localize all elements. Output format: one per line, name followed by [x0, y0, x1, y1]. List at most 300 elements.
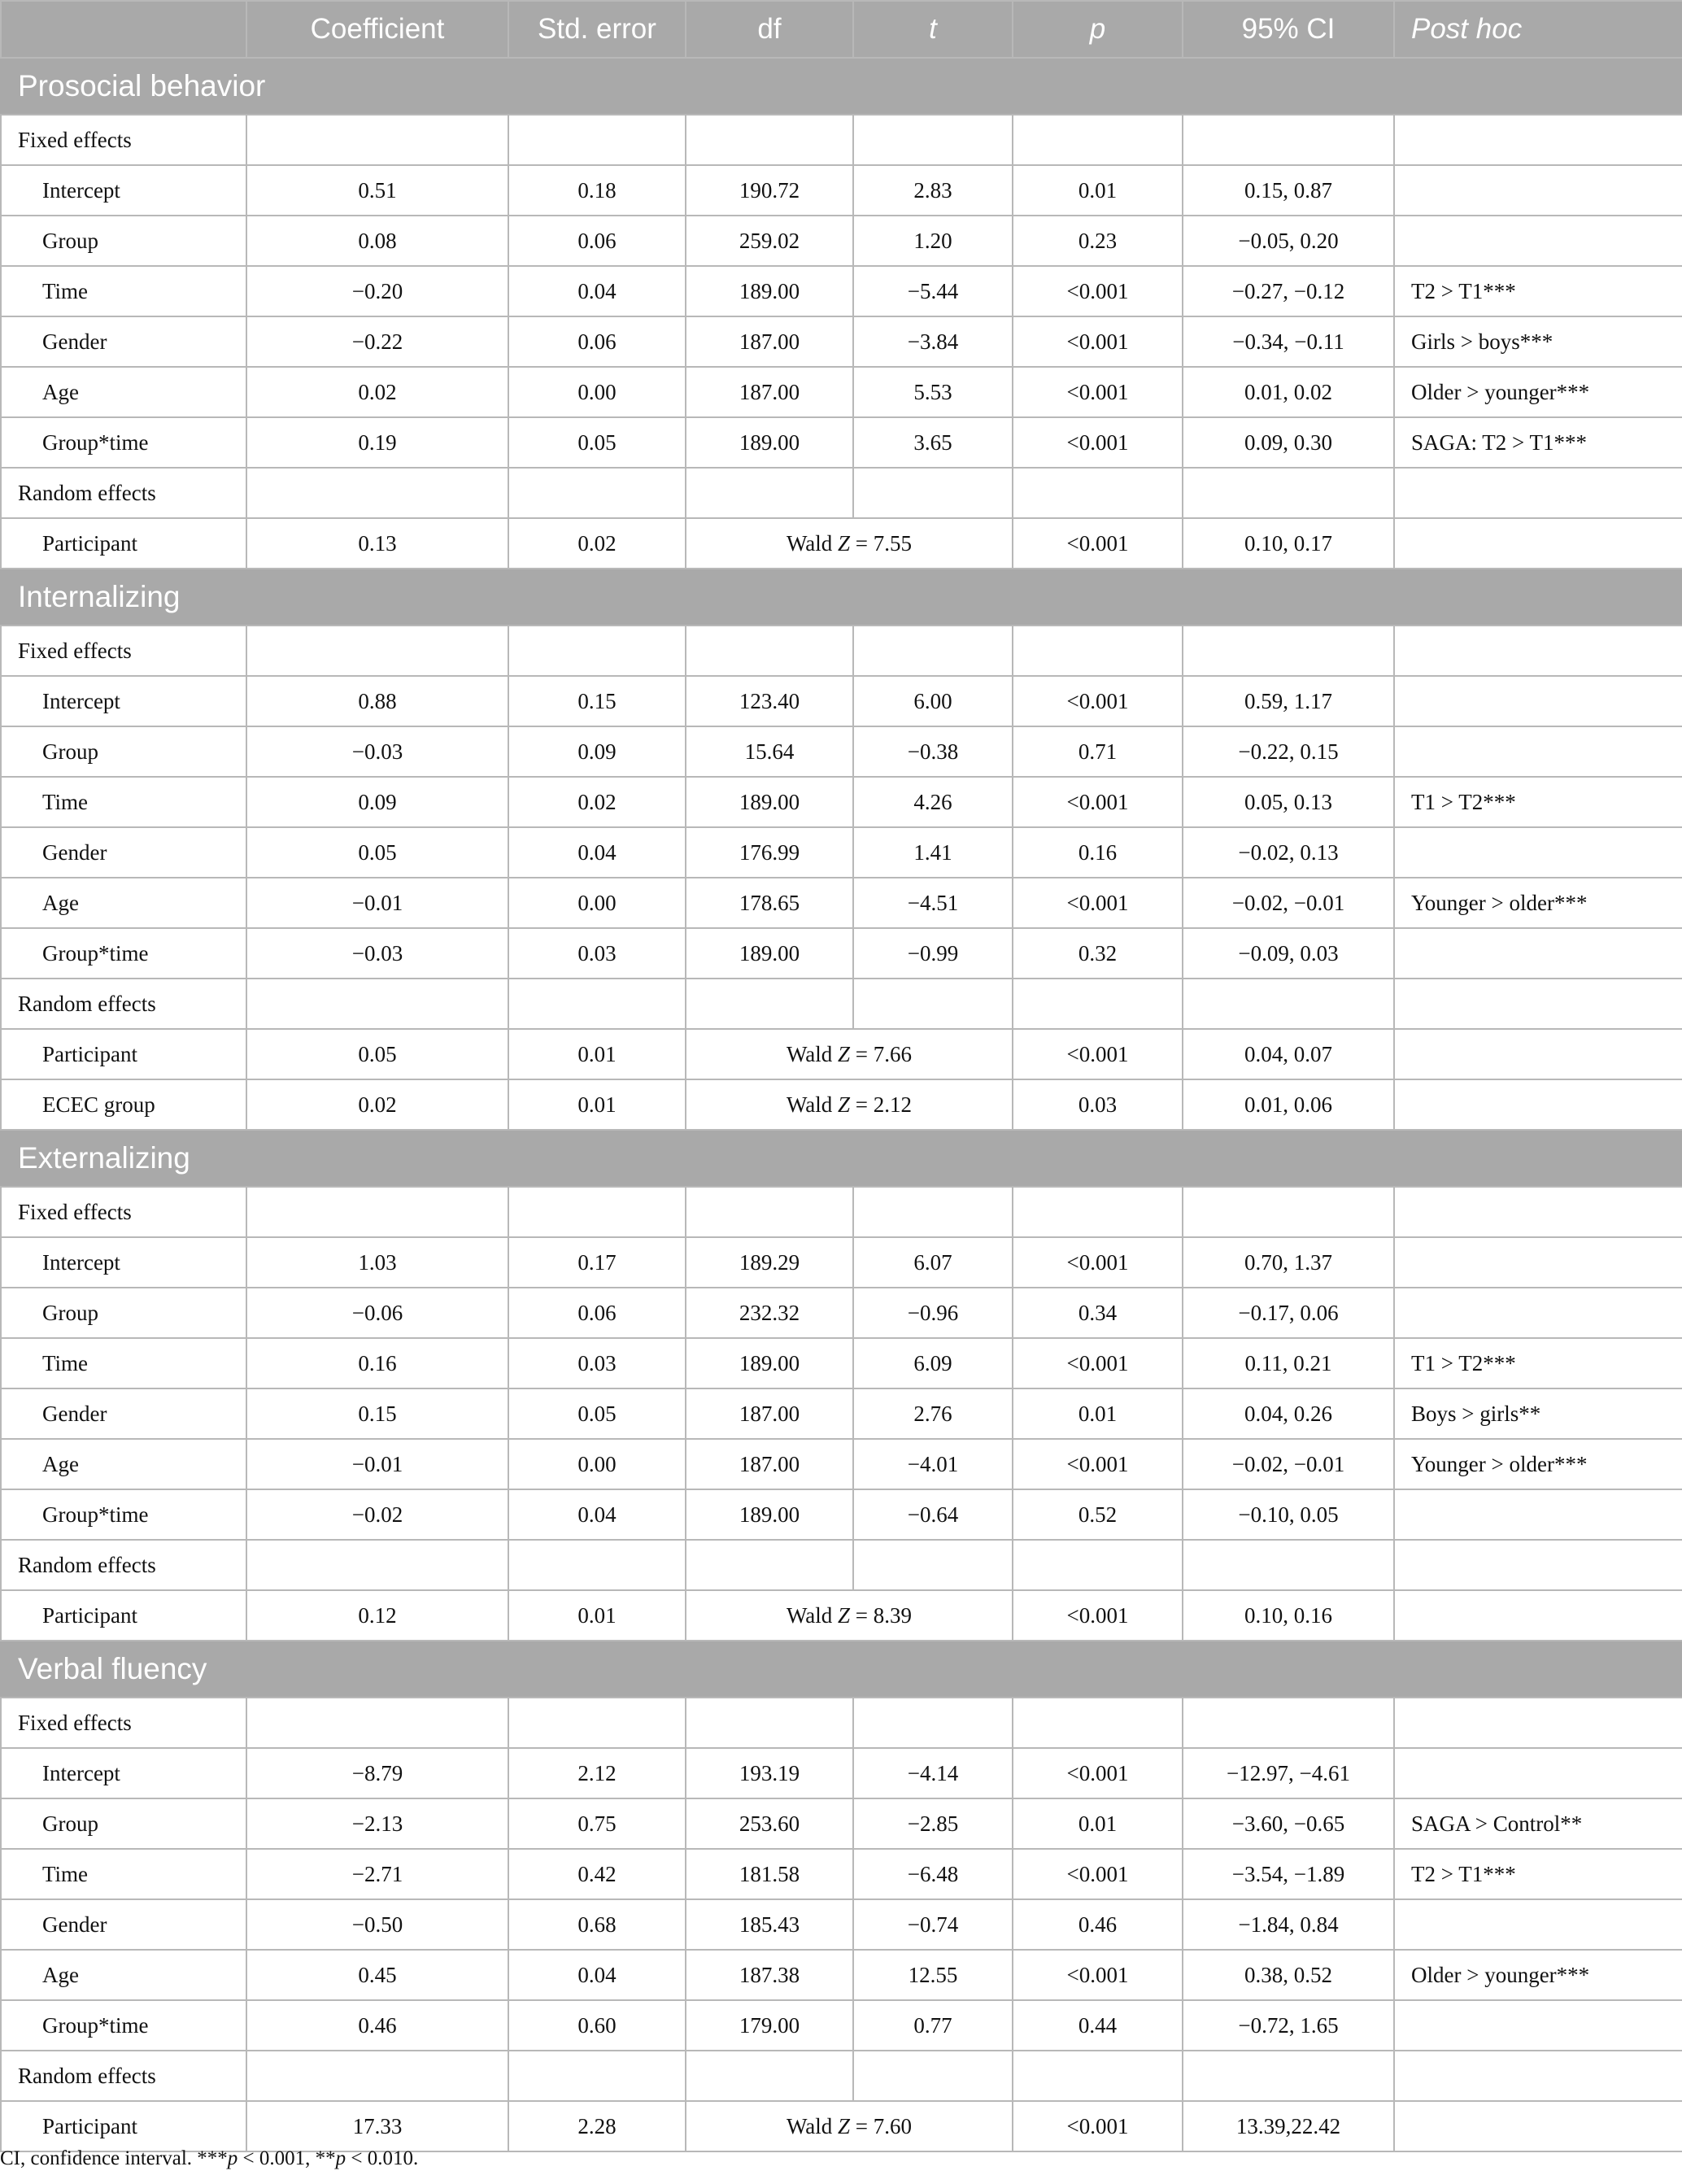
group-row	[1, 2051, 1682, 2101]
table-row	[1, 367, 1682, 417]
p-cell: <0.001	[1013, 266, 1183, 316]
table-row	[1, 1950, 1682, 2000]
empty-cell	[1183, 1187, 1394, 1237]
t-cell: 6.00	[853, 676, 1013, 726]
wald-cell	[686, 1079, 1013, 1130]
header-row	[1, 1, 1682, 58]
df-cell: 232.32	[686, 1288, 853, 1338]
ci-cell: 0.10, 0.16	[1183, 1590, 1394, 1641]
empty-cell	[1394, 115, 1682, 165]
t-cell: −0.96	[853, 1288, 1013, 1338]
std-error-cell: 0.17	[508, 1237, 686, 1288]
std-error-cell: 0.04	[508, 1489, 686, 1540]
df-cell: 187.38	[686, 1950, 853, 2000]
ci-cell: −0.17, 0.06	[1183, 1288, 1394, 1338]
p-cell: 0.44	[1013, 2000, 1183, 2051]
coefficient-cell: 0.15	[246, 1388, 508, 1439]
empty-cell	[508, 1698, 686, 1748]
df-cell: 189.00	[686, 417, 853, 468]
empty-cell	[1394, 626, 1682, 676]
section-title: Verbal fluency	[1, 1641, 1682, 1698]
row-label: Intercept	[1, 165, 246, 216]
ci-cell: 0.70, 1.37	[1183, 1237, 1394, 1288]
header-coefficient: Coefficient	[246, 1, 508, 58]
empty-cell	[686, 115, 853, 165]
group-row	[1, 1698, 1682, 1748]
std-error-cell: 0.00	[508, 367, 686, 417]
empty-cell	[1013, 1540, 1183, 1590]
std-error-cell: 0.06	[508, 316, 686, 367]
empty-cell	[853, 468, 1013, 518]
table-row	[1, 1748, 1682, 1798]
std-error-cell: 0.18	[508, 165, 686, 216]
coefficient-cell: −2.13	[246, 1798, 508, 1849]
section-title: Internalizing	[1, 569, 1682, 626]
df-cell: 189.00	[686, 928, 853, 979]
row-label: Gender	[1, 316, 246, 367]
empty-cell	[1013, 626, 1183, 676]
posthoc-cell: T1 > T2***	[1394, 1338, 1682, 1388]
section-header	[1, 569, 1682, 626]
empty-cell	[853, 626, 1013, 676]
group-label: Random effects	[1, 468, 246, 518]
coefficient-cell: −0.50	[246, 1899, 508, 1950]
coefficient-cell: 0.08	[246, 216, 508, 266]
row-label: Time	[1, 1849, 246, 1899]
table-row	[1, 777, 1682, 827]
footnote-text-2: < 0.001, **	[237, 2147, 336, 2169]
t-cell: −3.84	[853, 316, 1013, 367]
footnote	[0, 2147, 418, 2170]
t-cell: −6.48	[853, 1849, 1013, 1899]
row-label: Participant	[1, 2101, 246, 2151]
p-cell: <0.001	[1013, 1439, 1183, 1489]
group-row	[1, 115, 1682, 165]
empty-cell	[1394, 1187, 1682, 1237]
ci-cell: 0.09, 0.30	[1183, 417, 1394, 468]
posthoc-cell: T2 > T1***	[1394, 1849, 1682, 1899]
std-error-cell: 0.60	[508, 2000, 686, 2051]
row-label: Group	[1, 1798, 246, 1849]
empty-cell	[1183, 1540, 1394, 1590]
table-row	[1, 1338, 1682, 1388]
empty-cell	[853, 1540, 1013, 1590]
p-cell: 0.34	[1013, 1288, 1183, 1338]
p-cell: <0.001	[1013, 1338, 1183, 1388]
t-cell: 6.07	[853, 1237, 1013, 1288]
empty-cell	[1394, 979, 1682, 1029]
empty-cell	[853, 979, 1013, 1029]
row-label: Group*time	[1, 928, 246, 979]
posthoc-cell	[1394, 726, 1682, 777]
ci-cell: 0.10, 0.17	[1183, 518, 1394, 569]
posthoc-cell: Girls > boys***	[1394, 316, 1682, 367]
std-error-cell: 0.05	[508, 417, 686, 468]
empty-cell	[853, 1187, 1013, 1237]
table-row	[1, 1849, 1682, 1899]
posthoc-cell	[1394, 1590, 1682, 1641]
empty-cell	[1394, 468, 1682, 518]
p-cell: 0.46	[1013, 1899, 1183, 1950]
t-cell: −0.64	[853, 1489, 1013, 1540]
ci-cell: −0.02, −0.01	[1183, 1439, 1394, 1489]
coefficient-cell: −0.03	[246, 726, 508, 777]
row-label: Intercept	[1, 676, 246, 726]
coefficient-cell: 0.45	[246, 1950, 508, 2000]
ci-cell: 0.04, 0.26	[1183, 1388, 1394, 1439]
row-label: Group	[1, 726, 246, 777]
ci-cell: −0.02, 0.13	[1183, 827, 1394, 878]
empty-cell	[246, 979, 508, 1029]
std-error-cell: 0.04	[508, 266, 686, 316]
df-cell: 123.40	[686, 676, 853, 726]
std-error-cell: 0.03	[508, 1338, 686, 1388]
p-cell: <0.001	[1013, 518, 1183, 569]
group-row	[1, 979, 1682, 1029]
group-label: Random effects	[1, 2051, 246, 2101]
coefficient-cell: 0.13	[246, 518, 508, 569]
posthoc-cell: T1 > T2***	[1394, 777, 1682, 827]
p-cell: <0.001	[1013, 367, 1183, 417]
table-row	[1, 417, 1682, 468]
ci-cell: −0.22, 0.15	[1183, 726, 1394, 777]
ci-cell: −0.34, −0.11	[1183, 316, 1394, 367]
coefficient-cell: 0.05	[246, 1029, 508, 1079]
coefficient-cell: −0.02	[246, 1489, 508, 1540]
empty-cell	[686, 468, 853, 518]
std-error-cell: 0.02	[508, 518, 686, 569]
ci-cell: −0.02, −0.01	[1183, 878, 1394, 928]
wald-z: Z	[838, 1602, 851, 1628]
ci-cell: −1.84, 0.84	[1183, 1899, 1394, 1950]
p-cell: 0.52	[1013, 1489, 1183, 1540]
t-cell: 1.41	[853, 827, 1013, 878]
header-t: t	[853, 1, 1013, 58]
df-cell: 189.00	[686, 266, 853, 316]
df-cell: 187.00	[686, 1439, 853, 1489]
posthoc-cell	[1394, 676, 1682, 726]
group-label: Random effects	[1, 1540, 246, 1590]
empty-cell	[853, 1698, 1013, 1748]
empty-cell	[1013, 468, 1183, 518]
coefficient-cell: −8.79	[246, 1748, 508, 1798]
ci-cell: −0.05, 0.20	[1183, 216, 1394, 266]
p-cell: <0.001	[1013, 1748, 1183, 1798]
empty-cell	[1013, 979, 1183, 1029]
table-row	[1, 928, 1682, 979]
t-cell: −5.44	[853, 266, 1013, 316]
empty-cell	[1394, 2051, 1682, 2101]
table-row	[1, 1439, 1682, 1489]
std-error-cell: 0.01	[508, 1590, 686, 1641]
ci-cell: −12.97, −4.61	[1183, 1748, 1394, 1798]
empty-cell	[1013, 2051, 1183, 2101]
t-cell: −0.74	[853, 1899, 1013, 1950]
posthoc-cell	[1394, 1288, 1682, 1338]
df-cell: 193.19	[686, 1748, 853, 1798]
empty-cell	[246, 2051, 508, 2101]
posthoc-cell: T2 > T1***	[1394, 266, 1682, 316]
std-error-cell: 0.01	[508, 1029, 686, 1079]
empty-cell	[686, 2051, 853, 2101]
ci-cell: 0.04, 0.07	[1183, 1029, 1394, 1079]
table-row	[1, 1029, 1682, 1079]
posthoc-cell: SAGA > Control**	[1394, 1798, 1682, 1849]
table-row	[1, 827, 1682, 878]
group-label: Random effects	[1, 979, 246, 1029]
coefficient-cell: 0.88	[246, 676, 508, 726]
coefficient-cell: 1.03	[246, 1237, 508, 1288]
coefficient-cell: 0.51	[246, 165, 508, 216]
std-error-cell: 2.28	[508, 2101, 686, 2151]
posthoc-cell: Younger > older***	[1394, 1439, 1682, 1489]
header-blank	[1, 1, 246, 58]
empty-cell	[508, 979, 686, 1029]
header-df: df	[686, 1, 853, 58]
std-error-cell: 0.68	[508, 1899, 686, 1950]
wald-cell	[686, 2101, 1013, 2151]
wald-prefix: Wald	[786, 1602, 839, 1628]
df-cell: 189.00	[686, 777, 853, 827]
row-label: Age	[1, 367, 246, 417]
ci-cell: 0.05, 0.13	[1183, 777, 1394, 827]
posthoc-cell: Older > younger***	[1394, 367, 1682, 417]
ci-cell: −3.60, −0.65	[1183, 1798, 1394, 1849]
t-cell: 6.09	[853, 1338, 1013, 1388]
group-label: Fixed effects	[1, 626, 246, 676]
empty-cell	[686, 1540, 853, 1590]
empty-cell	[1394, 1540, 1682, 1590]
posthoc-cell: Younger > older***	[1394, 878, 1682, 928]
table-row	[1, 1237, 1682, 1288]
wald-prefix: Wald	[786, 530, 839, 556]
table-row	[1, 216, 1682, 266]
footnote-text-3: < 0.010.	[346, 2147, 419, 2169]
t-cell: 0.77	[853, 2000, 1013, 2051]
row-label: Time	[1, 266, 246, 316]
footnote-p-1: p	[227, 2147, 238, 2169]
posthoc-cell	[1394, 165, 1682, 216]
table-row	[1, 266, 1682, 316]
row-label: Group*time	[1, 417, 246, 468]
p-cell: <0.001	[1013, 1029, 1183, 1079]
table-row	[1, 1388, 1682, 1439]
t-cell: 12.55	[853, 1950, 1013, 2000]
empty-cell	[1013, 115, 1183, 165]
coefficient-cell: 0.02	[246, 1079, 508, 1130]
empty-cell	[508, 468, 686, 518]
coefficient-cell: 0.16	[246, 1338, 508, 1388]
p-cell: <0.001	[1013, 777, 1183, 827]
table-row	[1, 1079, 1682, 1130]
empty-cell	[1183, 2051, 1394, 2101]
coefficient-cell: 17.33	[246, 2101, 508, 2151]
row-label: Participant	[1, 1590, 246, 1641]
posthoc-cell	[1394, 518, 1682, 569]
std-error-cell: 0.01	[508, 1079, 686, 1130]
empty-cell	[246, 1540, 508, 1590]
p-cell: <0.001	[1013, 2101, 1183, 2151]
empty-cell	[1183, 626, 1394, 676]
std-error-cell: 0.00	[508, 878, 686, 928]
wald-value: = 2.12	[850, 1092, 913, 1117]
df-cell: 185.43	[686, 1899, 853, 1950]
posthoc-cell: SAGA: T2 > T1***	[1394, 417, 1682, 468]
std-error-cell: 0.09	[508, 726, 686, 777]
group-label: Fixed effects	[1, 1187, 246, 1237]
std-error-cell: 0.04	[508, 827, 686, 878]
ci-cell: 0.15, 0.87	[1183, 165, 1394, 216]
table-row	[1, 2101, 1682, 2151]
ci-cell: 0.01, 0.02	[1183, 367, 1394, 417]
table-row	[1, 878, 1682, 928]
section-title: Prosocial behavior	[1, 58, 1682, 115]
footnote-text-1: CI, confidence interval. ***	[0, 2147, 228, 2169]
wald-prefix: Wald	[786, 1092, 839, 1117]
group-row	[1, 1540, 1682, 1590]
table-row	[1, 726, 1682, 777]
table-row	[1, 2000, 1682, 2051]
wald-cell	[686, 1590, 1013, 1641]
header-ci: 95% CI	[1183, 1, 1394, 58]
df-cell: 189.00	[686, 1489, 853, 1540]
ci-cell: −0.09, 0.03	[1183, 928, 1394, 979]
empty-cell	[246, 468, 508, 518]
posthoc-cell	[1394, 1899, 1682, 1950]
df-cell: 187.00	[686, 316, 853, 367]
empty-cell	[508, 115, 686, 165]
t-cell: 1.20	[853, 216, 1013, 266]
wald-value: = 7.55	[850, 530, 913, 556]
posthoc-cell	[1394, 1029, 1682, 1079]
std-error-cell: 0.00	[508, 1439, 686, 1489]
row-label: Age	[1, 1439, 246, 1489]
empty-cell	[1183, 115, 1394, 165]
df-cell: 176.99	[686, 827, 853, 878]
empty-cell	[246, 1187, 508, 1237]
empty-cell	[686, 1187, 853, 1237]
p-cell: <0.001	[1013, 1849, 1183, 1899]
t-cell: 4.26	[853, 777, 1013, 827]
std-error-cell: 0.02	[508, 777, 686, 827]
empty-cell	[508, 626, 686, 676]
coefficient-cell: 0.02	[246, 367, 508, 417]
posthoc-cell: Boys > girls**	[1394, 1388, 1682, 1439]
coefficient-cell: −0.03	[246, 928, 508, 979]
row-label: Time	[1, 777, 246, 827]
p-cell: <0.001	[1013, 878, 1183, 928]
p-cell: 0.23	[1013, 216, 1183, 266]
empty-cell	[686, 979, 853, 1029]
table-row	[1, 1798, 1682, 1849]
ci-cell: −0.10, 0.05	[1183, 1489, 1394, 1540]
std-error-cell: 0.06	[508, 216, 686, 266]
posthoc-cell	[1394, 928, 1682, 979]
ci-cell: 0.38, 0.52	[1183, 1950, 1394, 2000]
group-row	[1, 468, 1682, 518]
std-error-cell: 0.05	[508, 1388, 686, 1439]
table-row	[1, 165, 1682, 216]
p-cell: 0.01	[1013, 1798, 1183, 1849]
row-label: Gender	[1, 827, 246, 878]
table-row	[1, 1899, 1682, 1950]
empty-cell	[246, 626, 508, 676]
row-label: Intercept	[1, 1748, 246, 1798]
ci-cell: 0.59, 1.17	[1183, 676, 1394, 726]
t-cell: 2.76	[853, 1388, 1013, 1439]
table-row	[1, 676, 1682, 726]
t-cell: −0.99	[853, 928, 1013, 979]
posthoc-cell	[1394, 1489, 1682, 1540]
std-error-cell: 0.06	[508, 1288, 686, 1338]
header-std-error: Std. error	[508, 1, 686, 58]
table-row	[1, 316, 1682, 367]
row-label: Gender	[1, 1388, 246, 1439]
std-error-cell: 0.75	[508, 1798, 686, 1849]
p-cell: 0.01	[1013, 165, 1183, 216]
coefficient-cell: 0.09	[246, 777, 508, 827]
row-label: Group	[1, 1288, 246, 1338]
wald-cell	[686, 1029, 1013, 1079]
posthoc-cell	[1394, 216, 1682, 266]
wald-value: = 7.60	[850, 2113, 913, 2138]
table-body	[1, 58, 1682, 2151]
t-cell: −0.38	[853, 726, 1013, 777]
coefficient-cell: −0.22	[246, 316, 508, 367]
wald-z: Z	[838, 2113, 851, 2138]
wald-z: Z	[838, 1092, 851, 1117]
p-cell: <0.001	[1013, 1237, 1183, 1288]
posthoc-cell	[1394, 1237, 1682, 1288]
df-cell: 181.58	[686, 1849, 853, 1899]
group-row	[1, 626, 1682, 676]
df-cell: 190.72	[686, 165, 853, 216]
coefficient-cell: −2.71	[246, 1849, 508, 1899]
ci-cell: −0.72, 1.65	[1183, 2000, 1394, 2051]
posthoc-cell	[1394, 1079, 1682, 1130]
row-label: Group*time	[1, 1489, 246, 1540]
posthoc-cell	[1394, 2000, 1682, 2051]
table-row	[1, 1489, 1682, 1540]
header-p: p	[1013, 1, 1183, 58]
empty-cell	[508, 2051, 686, 2101]
df-cell: 187.00	[686, 1388, 853, 1439]
posthoc-cell	[1394, 827, 1682, 878]
header-posthoc: Post hoc	[1394, 1, 1682, 58]
group-label: Fixed effects	[1, 1698, 246, 1748]
coefficient-cell: 0.12	[246, 1590, 508, 1641]
wald-prefix: Wald	[786, 2113, 839, 2138]
p-cell: 0.16	[1013, 827, 1183, 878]
empty-cell	[1183, 468, 1394, 518]
df-cell: 178.65	[686, 878, 853, 928]
empty-cell	[1013, 1187, 1183, 1237]
wald-value: = 8.39	[850, 1602, 913, 1628]
posthoc-cell	[1394, 1748, 1682, 1798]
std-error-cell: 0.03	[508, 928, 686, 979]
empty-cell	[508, 1187, 686, 1237]
df-cell: 15.64	[686, 726, 853, 777]
p-cell: 0.03	[1013, 1079, 1183, 1130]
row-label: ECEC group	[1, 1079, 246, 1130]
t-cell: 5.53	[853, 367, 1013, 417]
ci-cell: 0.11, 0.21	[1183, 1338, 1394, 1388]
coefficient-cell: 0.19	[246, 417, 508, 468]
wald-z: Z	[838, 530, 851, 556]
empty-cell	[853, 2051, 1013, 2101]
section-title: Externalizing	[1, 1130, 1682, 1187]
t-cell: −4.14	[853, 1748, 1013, 1798]
